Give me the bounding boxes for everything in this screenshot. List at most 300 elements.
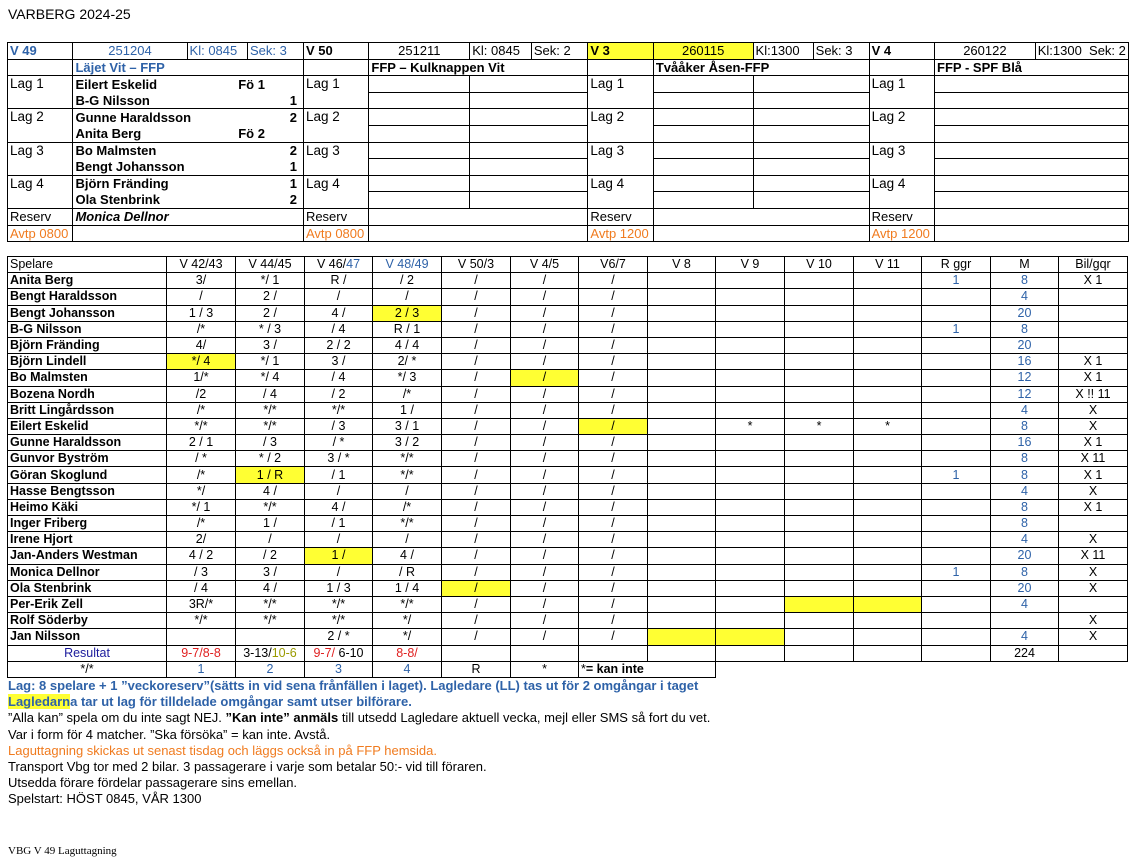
score-cell <box>785 467 854 483</box>
score-cell: / <box>442 564 511 580</box>
score-cell <box>648 370 716 386</box>
score-cell <box>716 532 785 548</box>
legend-part: = kan inte <box>585 661 644 676</box>
score-cell: */ 1 <box>167 499 236 515</box>
score-cell: * <box>854 418 922 434</box>
score-cell: 1 / <box>373 402 442 418</box>
score-cell <box>1059 516 1128 532</box>
table-row <box>8 273 1128 289</box>
score-cell <box>1059 596 1128 612</box>
score-cell <box>1059 289 1128 305</box>
cell <box>753 159 869 176</box>
week-section: Sek: 3 <box>813 43 869 60</box>
score-cell <box>648 418 716 434</box>
score-cell: / <box>442 337 511 353</box>
match-title: FFP - SPF Blå <box>935 59 1129 76</box>
score-cell: R / <box>305 273 373 289</box>
score-cell <box>922 435 991 451</box>
score-cell: 4/ <box>167 337 236 353</box>
departure-time: Avtp 0800 <box>8 225 73 242</box>
footer: VBG V 49 Laguttagning <box>8 845 117 857</box>
player-name: Bo Malmsten <box>8 370 167 386</box>
score-cell: 4 <box>991 596 1059 612</box>
score-cell: X 1 <box>1059 370 1128 386</box>
score-cell: 3 / <box>236 337 305 353</box>
table-row <box>8 289 1128 305</box>
player-name: Monica Dellnor <box>8 564 167 580</box>
score-cell: */* <box>236 596 305 612</box>
score-cell: * / 3 <box>236 321 305 337</box>
score-cell: 1 <box>922 273 991 289</box>
table-row <box>8 354 1128 370</box>
score-cell <box>785 321 854 337</box>
score-cell: / <box>511 580 579 596</box>
score-cell: / 4 <box>305 370 373 386</box>
score-cell: 1/* <box>167 370 236 386</box>
score-cell: 8 <box>991 418 1059 434</box>
team-label: Lag 3 <box>303 142 368 175</box>
column-header <box>305 257 373 273</box>
score-cell: 2 / <box>236 289 305 305</box>
table-row <box>8 613 1128 629</box>
team-label: Lag 2 <box>869 109 934 142</box>
week-label: V 3 <box>588 43 653 60</box>
week-time <box>1035 43 1128 60</box>
score-cell <box>854 499 922 515</box>
table-row <box>8 370 1128 386</box>
score-cell: * <box>716 418 785 434</box>
cell <box>369 208 588 225</box>
player-name: Gunvor Byström <box>8 451 167 467</box>
week-section: Sek: 2 <box>531 43 588 60</box>
players-table <box>7 256 1128 678</box>
score-cell: /* <box>167 321 236 337</box>
column-header: V 8 <box>648 257 716 273</box>
departure-time: Avtp 0800 <box>303 225 368 242</box>
score-cell <box>716 402 785 418</box>
score-cell: */* <box>167 613 236 629</box>
score-cell <box>785 516 854 532</box>
score-cell: X 1 <box>1059 354 1128 370</box>
score-cell <box>579 645 648 661</box>
score-cell: / <box>511 499 579 515</box>
player-name: Björn Lindell <box>8 354 167 370</box>
score-cell: */ 4 <box>167 354 236 370</box>
score-cell <box>854 629 922 645</box>
week-time: Kl: 0845 <box>187 43 247 60</box>
score-cell: X 11 <box>1059 548 1128 564</box>
score-cell: */* <box>373 516 442 532</box>
score-cell: /* <box>167 402 236 418</box>
score-cell: 4 / <box>305 305 373 321</box>
score-cell <box>854 483 922 499</box>
note-line: Transport Vbg tor med 2 bilar. 3 passagerare i varje som betalar 50:- vid till föraren. <box>8 759 487 775</box>
score-cell: 20 <box>991 337 1059 353</box>
score-cell: / <box>579 289 648 305</box>
score-cell: / <box>511 337 579 353</box>
cell <box>653 208 869 225</box>
cell <box>588 59 653 76</box>
score-cell: 2 / <box>236 305 305 321</box>
legend-cell: R <box>442 661 511 677</box>
score-cell: / <box>442 386 511 402</box>
cell <box>935 225 1129 242</box>
score-cell: / 4 <box>167 580 236 596</box>
score-cell <box>716 483 785 499</box>
player-name: Per-Erik Zell <box>8 596 167 612</box>
cell <box>753 175 869 192</box>
score-cell <box>648 402 716 418</box>
player-slot <box>73 76 303 93</box>
score-cell <box>785 596 854 612</box>
score-cell: 8 <box>991 273 1059 289</box>
cell <box>470 175 588 192</box>
score-cell: / <box>511 354 579 370</box>
column-header: V 48/49 <box>373 257 442 273</box>
score-cell: */* <box>167 418 236 434</box>
player-number: 2 <box>289 109 297 125</box>
score-cell: / <box>579 532 648 548</box>
score-cell <box>785 386 854 402</box>
player-name: Bo Malmsten <box>75 143 157 159</box>
player-name: Göran Skoglund <box>8 467 167 483</box>
score-cell <box>922 548 991 564</box>
score-cell <box>716 370 785 386</box>
score-cell <box>922 596 991 612</box>
score-cell: / <box>442 402 511 418</box>
player-name: B-G Nilsson <box>8 321 167 337</box>
score-cell <box>1059 321 1128 337</box>
score-cell <box>922 370 991 386</box>
score-cell: / <box>442 354 511 370</box>
table-header <box>8 257 1128 273</box>
score-cell <box>922 629 991 645</box>
score-cell: * <box>785 418 854 434</box>
score-cell: / <box>579 337 648 353</box>
column-header: Spelare <box>8 257 167 273</box>
score-cell: / <box>579 418 648 434</box>
score-cell <box>167 629 236 645</box>
column-header: V 50/3 <box>442 257 511 273</box>
cell <box>470 125 588 142</box>
score-cell <box>648 596 716 612</box>
player-number: 1 <box>289 176 297 192</box>
score-cell: / <box>511 289 579 305</box>
player-number: 2 <box>289 192 297 208</box>
score-cell <box>236 629 305 645</box>
score-cell <box>922 613 991 629</box>
score-cell: / 2 <box>305 386 373 402</box>
score-cell: 12 <box>991 370 1059 386</box>
score-cell <box>922 418 991 434</box>
score-cell: 1 <box>922 321 991 337</box>
legend-row <box>8 661 1128 677</box>
column-header: V 10 <box>785 257 854 273</box>
column-header: V6/7 <box>579 257 648 273</box>
score-cell <box>854 337 922 353</box>
cell <box>753 92 869 109</box>
player-slot <box>653 125 753 142</box>
score-cell: 1 / <box>305 548 373 564</box>
score-cell: 4 / <box>236 483 305 499</box>
score-cell <box>785 548 854 564</box>
table-row <box>8 435 1128 451</box>
column-header: R ggr <box>922 257 991 273</box>
score-cell <box>785 354 854 370</box>
score-cell: / <box>442 305 511 321</box>
player-name: Anita Berg <box>8 273 167 289</box>
table-row <box>8 418 1128 434</box>
player-name: Gunne Haraldsson <box>75 109 192 125</box>
score-cell: / 3 <box>305 418 373 434</box>
score-cell: / 3 <box>167 564 236 580</box>
score-cell <box>716 354 785 370</box>
player-name: Bozena Nordh <box>8 386 167 402</box>
score-cell <box>854 435 922 451</box>
score-cell <box>716 548 785 564</box>
score-cell: / <box>442 548 511 564</box>
score-cell: / <box>511 467 579 483</box>
score-cell <box>854 305 922 321</box>
player-name: Heimo Käki <box>8 499 167 515</box>
score-cell: / <box>511 370 579 386</box>
player-name: Bengt Johansson <box>75 159 185 175</box>
score-cell: 12 <box>991 386 1059 402</box>
player-slot <box>73 159 303 176</box>
score-cell: / <box>511 418 579 434</box>
score-cell: 20 <box>991 580 1059 596</box>
score-cell <box>922 305 991 321</box>
table-row <box>8 548 1128 564</box>
team-label: Lag 4 <box>8 175 73 208</box>
player-name: Irene Hjort <box>8 532 167 548</box>
score-cell <box>854 354 922 370</box>
team-label: Lag 1 <box>303 76 368 109</box>
score-cell: / <box>579 548 648 564</box>
score-cell: 16 <box>991 435 1059 451</box>
note-bold: ”Kan inte” anmäls <box>225 710 339 726</box>
match-title: Tvååker Åsen-FFP <box>653 59 869 76</box>
score-cell: / <box>442 321 511 337</box>
score-cell: / <box>442 596 511 612</box>
score-cell: /2 <box>167 386 236 402</box>
player-slot <box>653 159 753 176</box>
score-cell <box>648 451 716 467</box>
score-cell <box>854 321 922 337</box>
week-time: Kl:1300 <box>753 43 813 60</box>
reserve-player: Monica Dellnor <box>73 208 303 225</box>
score-cell: / <box>511 613 579 629</box>
score-cell <box>648 499 716 515</box>
score-cell <box>854 580 922 596</box>
score-cell <box>785 645 854 661</box>
score-cell: 1 <box>922 564 991 580</box>
score-cell: / <box>579 483 648 499</box>
score-cell: / * <box>167 451 236 467</box>
score-cell <box>648 613 716 629</box>
reserve-label: Reserv <box>869 208 934 225</box>
cell <box>753 76 869 93</box>
score-cell <box>854 532 922 548</box>
column-header: V 4/5 <box>511 257 579 273</box>
column-header: V 44/45 <box>236 257 305 273</box>
score-cell <box>716 386 785 402</box>
player-slot <box>935 175 1129 192</box>
score-cell: / <box>305 564 373 580</box>
score-cell: 8 <box>991 321 1059 337</box>
week-time: Kl: 0845 <box>470 43 532 60</box>
score-cell <box>442 645 511 661</box>
score-cell: 3/ <box>167 273 236 289</box>
week-date: 260122 <box>935 43 1036 60</box>
departure-time: Avtp 1200 <box>869 225 934 242</box>
score-cell: X 1 <box>1059 499 1128 515</box>
player-slot <box>935 159 1129 176</box>
score-cell <box>785 499 854 515</box>
score-cell <box>991 613 1059 629</box>
score-cell <box>648 645 716 661</box>
team-label: Lag 1 <box>869 76 934 109</box>
table-row <box>8 483 1128 499</box>
score-cell: / <box>442 370 511 386</box>
note-line: Var i form för 4 matcher. ”Ska försöka” = kan inte. Avstå. <box>8 726 331 742</box>
score-cell: / <box>511 564 579 580</box>
cell <box>470 92 588 109</box>
score-cell <box>785 580 854 596</box>
score-cell: / <box>511 532 579 548</box>
score-cell: 3R/* <box>167 596 236 612</box>
player-slot <box>653 109 753 126</box>
score-cell <box>716 499 785 515</box>
score-cell: 8 <box>991 451 1059 467</box>
result-part: 3-13/ <box>243 645 272 660</box>
score-cell <box>922 483 991 499</box>
score-cell: / <box>373 483 442 499</box>
note-line: Utsedda förare fördelar passagerare sins emellan. <box>8 775 298 791</box>
score-cell <box>716 467 785 483</box>
cell <box>753 142 869 159</box>
team-label: Lag 4 <box>303 175 368 208</box>
result-part: 6-10 <box>335 645 364 660</box>
team-label: Lag 3 <box>8 142 73 175</box>
player-slot <box>369 109 470 126</box>
score-cell <box>716 451 785 467</box>
score-cell <box>511 645 579 661</box>
score-cell: X 1 <box>1059 467 1128 483</box>
score-cell: 1 / 4 <box>373 580 442 596</box>
player-name: Bengt Haraldsson <box>8 289 167 305</box>
score-cell: / <box>511 386 579 402</box>
match-title: Läjet Vit – FFP <box>73 59 303 76</box>
score-cell <box>716 337 785 353</box>
score-cell: / <box>579 305 648 321</box>
score-cell: 4 / 2 <box>167 548 236 564</box>
score-cell <box>648 435 716 451</box>
week-date: 251211 <box>369 43 470 60</box>
score-cell <box>854 370 922 386</box>
note-text: ”Alla kan” spela om du inte sagt NEJ. <box>8 710 226 726</box>
cell <box>73 225 303 242</box>
score-cell: 4 <box>991 289 1059 305</box>
score-cell <box>922 499 991 515</box>
score-cell: / 4 <box>236 386 305 402</box>
score-cell: / <box>442 516 511 532</box>
notes <box>8 678 710 808</box>
column-header: V 9 <box>716 257 785 273</box>
score-cell: 16 <box>991 354 1059 370</box>
result-value <box>236 645 305 661</box>
score-cell: */ 1 <box>236 354 305 370</box>
note-line: Laguttagning skickas ut senast tisdag och läggs också in på FFP hemsida. <box>8 742 438 758</box>
week-label: V 49 <box>8 43 73 60</box>
player-name: Gunne Haraldsson <box>8 435 167 451</box>
score-cell: */* <box>373 596 442 612</box>
score-cell: 20 <box>991 305 1059 321</box>
cell <box>753 125 869 142</box>
score-cell <box>716 289 785 305</box>
cell <box>753 192 869 209</box>
score-cell: / <box>305 289 373 305</box>
cell <box>470 76 588 93</box>
score-cell <box>785 564 854 580</box>
score-cell: / <box>373 532 442 548</box>
score-cell: / <box>579 354 648 370</box>
cell <box>935 208 1129 225</box>
page-title: VARBERG 2024-25 <box>8 6 131 22</box>
score-cell: */ 4 <box>236 370 305 386</box>
score-cell: 4 <box>991 402 1059 418</box>
score-cell: 1 / R <box>236 467 305 483</box>
score-cell: X <box>1059 483 1128 499</box>
result-part: 9-7/ <box>313 645 336 660</box>
score-cell: 4 / <box>305 499 373 515</box>
player-name: Hasse Bengtsson <box>8 483 167 499</box>
team-label: Lag 3 <box>869 142 934 175</box>
score-cell: 20 <box>991 548 1059 564</box>
score-cell <box>648 354 716 370</box>
score-cell: / <box>442 418 511 434</box>
score-cell <box>785 289 854 305</box>
score-cell: / <box>579 580 648 596</box>
score-cell <box>854 273 922 289</box>
score-cell <box>648 483 716 499</box>
player-slot <box>73 175 303 192</box>
player-slot <box>73 142 303 159</box>
reserve-label: Reserv <box>588 208 653 225</box>
score-cell <box>854 548 922 564</box>
score-cell <box>854 289 922 305</box>
score-cell: / <box>442 532 511 548</box>
score-cell <box>648 629 716 645</box>
score-cell: / <box>579 321 648 337</box>
score-cell: */ 3 <box>373 370 442 386</box>
player-name: Jan-Anders Westman <box>8 548 167 564</box>
player-name: Inger Friberg <box>8 516 167 532</box>
player-slot <box>369 142 470 159</box>
score-cell: / R <box>373 564 442 580</box>
score-cell: /* <box>373 386 442 402</box>
player-slot <box>935 109 1129 126</box>
score-cell: 2/ <box>167 532 236 548</box>
player-name: Britt Lingårdsson <box>8 402 167 418</box>
score-cell <box>648 273 716 289</box>
column-header-text: 47 <box>346 257 361 272</box>
player-number: Fö 2 <box>238 126 265 142</box>
score-cell: 1 / <box>236 516 305 532</box>
cell <box>753 109 869 126</box>
table-row <box>8 499 1128 515</box>
score-cell: / <box>442 580 511 596</box>
